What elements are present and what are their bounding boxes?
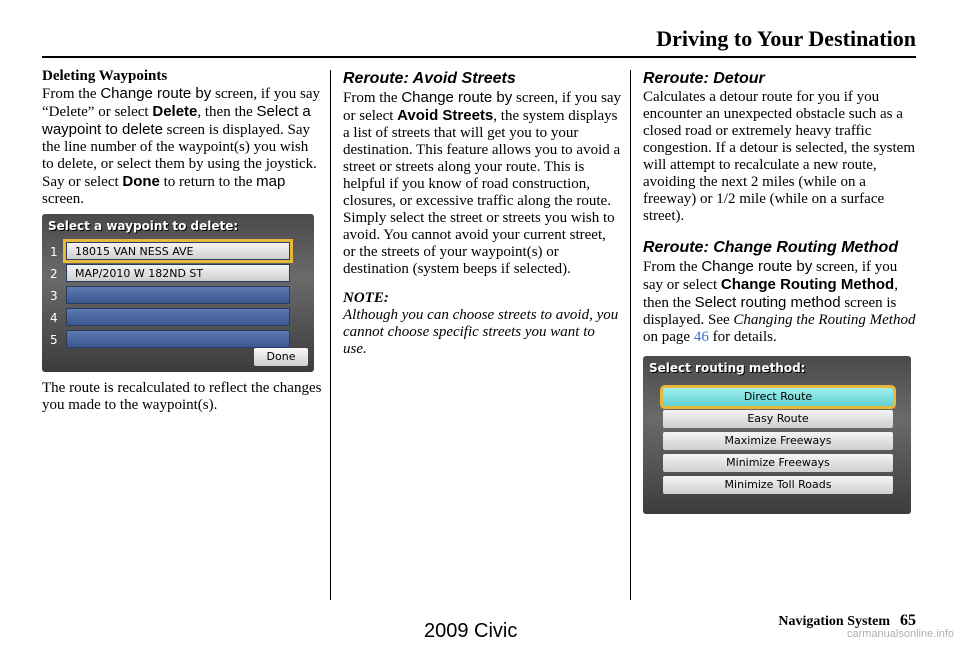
row-number: 2: [50, 267, 58, 281]
screen-title: Select a waypoint to delete:: [48, 219, 239, 233]
waypoint-row-4[interactable]: [66, 308, 290, 326]
done-button[interactable]: Done: [254, 348, 308, 366]
row-number: 4: [50, 311, 58, 325]
option-maximize-freeways[interactable]: Maximize Freeways: [663, 432, 893, 450]
waypoint-row-1[interactable]: 18015 VAN NESS AVE: [66, 242, 290, 260]
screen-title: Select routing method:: [649, 361, 806, 375]
note-label: NOTE:: [343, 290, 389, 306]
watermark: carmanualsonline.info: [846, 628, 954, 640]
row-number: 1: [50, 245, 58, 259]
paragraph-route-recalculated: The route is recalculated to reflect the changes you made to the waypoint(s).: [42, 380, 322, 413]
column-2: [343, 68, 621, 358]
footer-section-name: Navigation System: [778, 614, 890, 629]
page-header-title: Driving to Your Destination: [656, 26, 916, 51]
row-number: 3: [50, 289, 58, 303]
column-divider-1: [330, 70, 331, 600]
column-divider-2: [630, 70, 631, 600]
heading-avoid-streets: Reroute: Avoid Streets: [343, 70, 516, 87]
heading-change-routing-method: Reroute: Change Routing Method: [643, 239, 899, 256]
paragraph-deleting-waypoints: From the Change route by screen, if you say “Delete” or select Delete, then the Select a waypoint to delete screen is displayed. Say the line number of the waypoint(s) you wish to delete, or select them by using the joystick. Say or select Done to return to the map screen.: [42, 85, 320, 207]
column-3: [643, 68, 919, 514]
header-rule: [42, 56, 916, 58]
waypoint-row-3[interactable]: [66, 286, 290, 304]
heading-detour: Reroute: Detour: [643, 70, 765, 87]
waypoint-row-5[interactable]: [66, 330, 290, 348]
option-easy-route[interactable]: Easy Route: [663, 410, 893, 428]
paragraph-avoid-streets: From the Change route by screen, if you say or select Avoid Streets, the system displays a list of streets that will get you to your destination. This feature allows you to avoid a street or streets along your route. This is helpful if you know of road construction, closures, or excessive traffic along the route. Simply select the street or streets you wish to avoid. You cannot avoid your current street, or the streets of your waypoint(s) or destination (system beeps if selected).: [343, 89, 621, 277]
footer-model: 2009 Civic: [424, 620, 518, 642]
waypoint-row-2[interactable]: MAP/2010 W 182ND ST: [66, 264, 290, 282]
option-minimize-toll-roads[interactable]: Minimize Toll Roads: [663, 476, 893, 494]
page-number: 65: [900, 612, 916, 629]
note-text: Although you can choose streets to avoid, you cannot choose specific streets you want to use.: [343, 307, 619, 357]
row-number: 5: [50, 333, 58, 347]
column-1: [42, 68, 322, 414]
routing-method-screen: [643, 356, 911, 514]
page-link[interactable]: 46: [693, 329, 709, 345]
waypoint-delete-screen: [42, 214, 314, 372]
heading-deleting-waypoints: Deleting Waypoints: [42, 68, 168, 84]
option-minimize-freeways[interactable]: Minimize Freeways: [663, 454, 893, 472]
paragraph-detour: Calculates a detour route for you if you encounter an unexpected obstacle such as a closed road or extremely heavy traffic congestion. If a detour is selected, the system will attempt to recalculate a new route, avoiding the next 2 miles (while on a freeway) or 1/2 mile (while on a surface street).: [643, 89, 916, 224]
option-direct-route[interactable]: Direct Route: [663, 388, 893, 406]
paragraph-change-routing-method: From the Change route by screen, if you say or select Change Routing Method, then the Select routing method screen is displayed. See Changing the Routing Method on page 46 for details.: [643, 258, 916, 345]
